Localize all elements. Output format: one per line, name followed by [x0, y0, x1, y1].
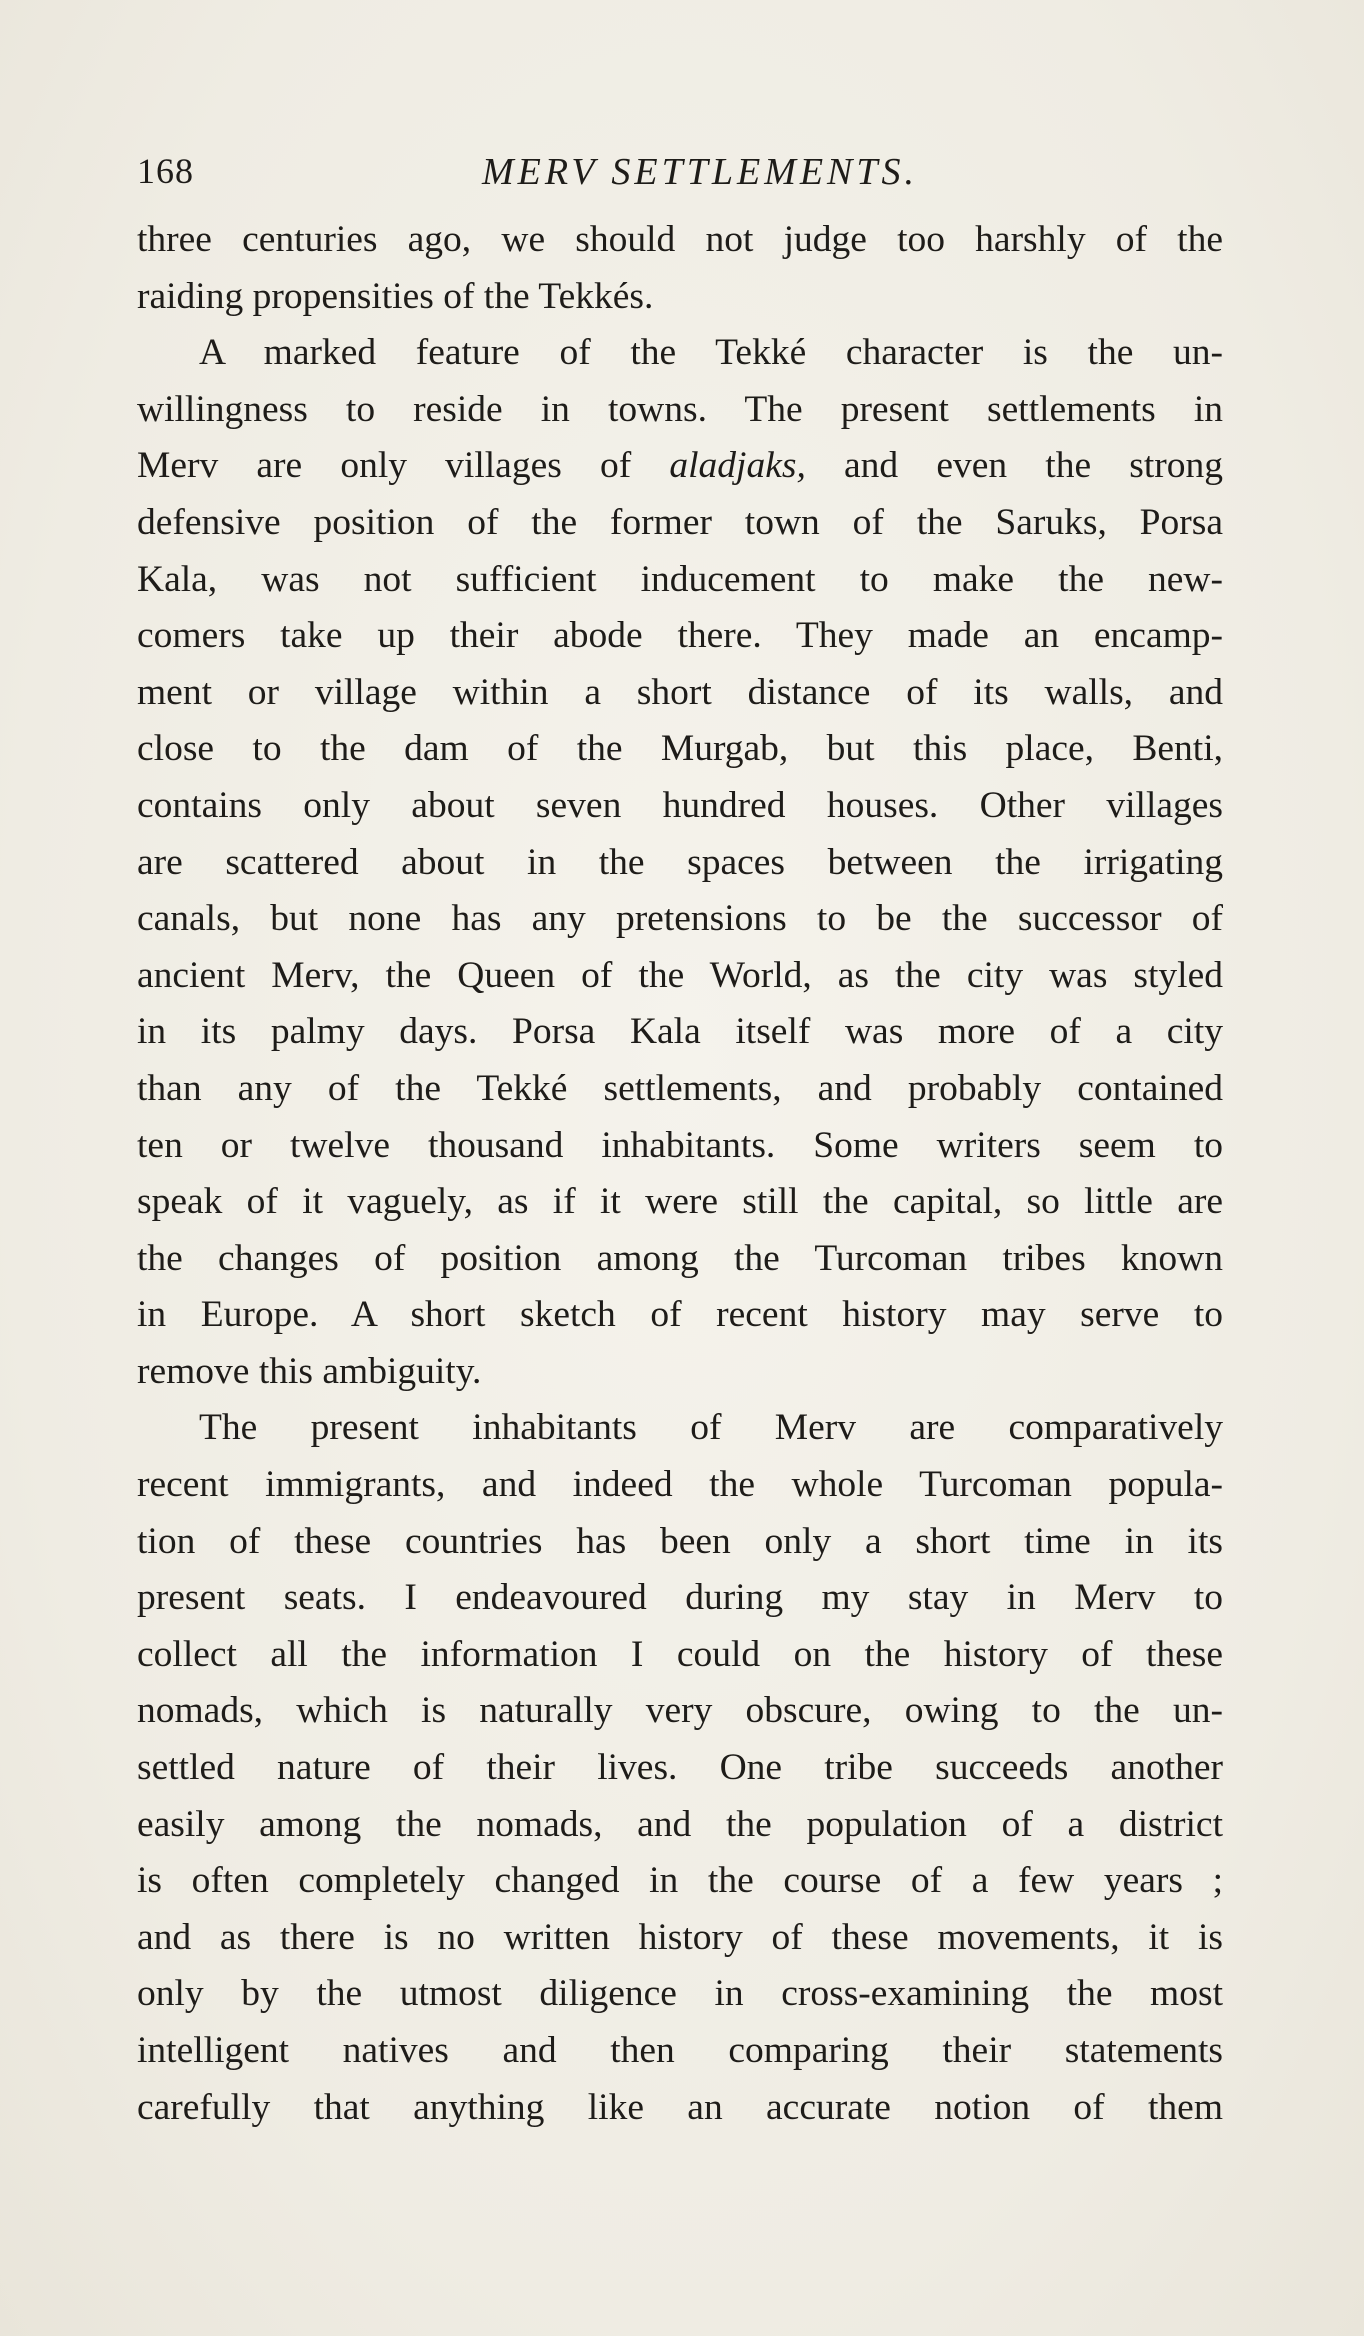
text-line: willingness to reside in towns. The present settlements in — [137, 388, 1223, 430]
text-line: comers take up their abode there. They made an encamp- — [137, 615, 1223, 657]
text-line: intelligent natives and then comparing their statements — [137, 2030, 1223, 2071]
text-line: tion of these countries has been only a short time in its — [137, 1520, 1223, 1562]
running-title: MERV SETTLEMENTS. — [481, 151, 919, 193]
text-line — [137, 438, 1223, 495]
text-line: canals, but none has any pretensions to be the successor of — [137, 898, 1223, 940]
text-line: speak of it vaguely, as if it were still the capital, so little are — [137, 1181, 1223, 1223]
text-line: than any of the Tekké settlements, and probably contained — [137, 1067, 1223, 1109]
text-line: ten or twelve thousand inhabitants. Some writers seem to — [137, 1124, 1223, 1166]
body-text — [137, 212, 1223, 2136]
text-line: three centuries ago, we should not judge too harshly of the — [137, 219, 1223, 260]
text-line: only by the utmost diligence in cross-examining the most — [137, 1973, 1223, 2015]
text-line: present seats. I endeavoured during my stay in Merv to — [137, 1577, 1223, 1619]
text-line: are scattered about in the spaces between the irrigating — [137, 841, 1223, 883]
text-line: carefully that anything like an accurate notion of them — [137, 2086, 1223, 2128]
text-line: raiding propensities of the Tekkés. — [137, 275, 654, 317]
text-line: ancient Merv, the Queen of the World, as the city was styled — [137, 954, 1223, 996]
text-line: The present inhabitants of Merv are comparatively — [199, 1407, 1223, 1449]
text-line: defensive position of the former town of the Saruks, Porsa — [137, 501, 1223, 543]
text-line: in Europe. A short sketch of recent history may serve to — [137, 1294, 1223, 1336]
page-number: 168 — [137, 151, 194, 191]
text-line: in its palmy days. Porsa Kala itself was more of a city — [137, 1011, 1223, 1053]
text-fragment: Merv are only villages of — [137, 445, 670, 487]
text-line: the changes of position among the Turcoman tribes known — [137, 1237, 1223, 1279]
text-line: collect all the information I could on the history of these — [137, 1633, 1223, 1675]
text-line: is often completely changed in the course of a few years ; — [137, 1860, 1223, 1902]
text-line: ment or village within a short distance of its walls, and — [137, 671, 1223, 713]
text-line: recent immigrants, and indeed the whole Turcoman popula- — [137, 1464, 1223, 1506]
text-line: settled nature of their lives. One tribe succeeds another — [137, 1747, 1223, 1789]
text-line: easily among the nomads, and the population of a district — [137, 1803, 1223, 1845]
text-line: close to the dam of the Murgab, but this place, Benti, — [137, 728, 1223, 770]
text-line: nomads, which is naturally very obscure, owing to the un- — [137, 1690, 1223, 1732]
text-line: contains only about seven hundred houses. Other villages — [137, 784, 1223, 826]
italic-term: aladjaks, — [669, 445, 806, 487]
running-head — [137, 142, 1223, 202]
text-line: remove this ambiguity. — [137, 1350, 482, 1392]
text-line: Kala, was not sufficient inducement to make the new- — [137, 558, 1223, 600]
text-line: A marked feature of the Tekké character is the un- — [199, 332, 1223, 374]
text-fragment: and even the strong — [805, 445, 1223, 487]
text-line: and as there is no written history of these movements, it is — [137, 1916, 1223, 1958]
